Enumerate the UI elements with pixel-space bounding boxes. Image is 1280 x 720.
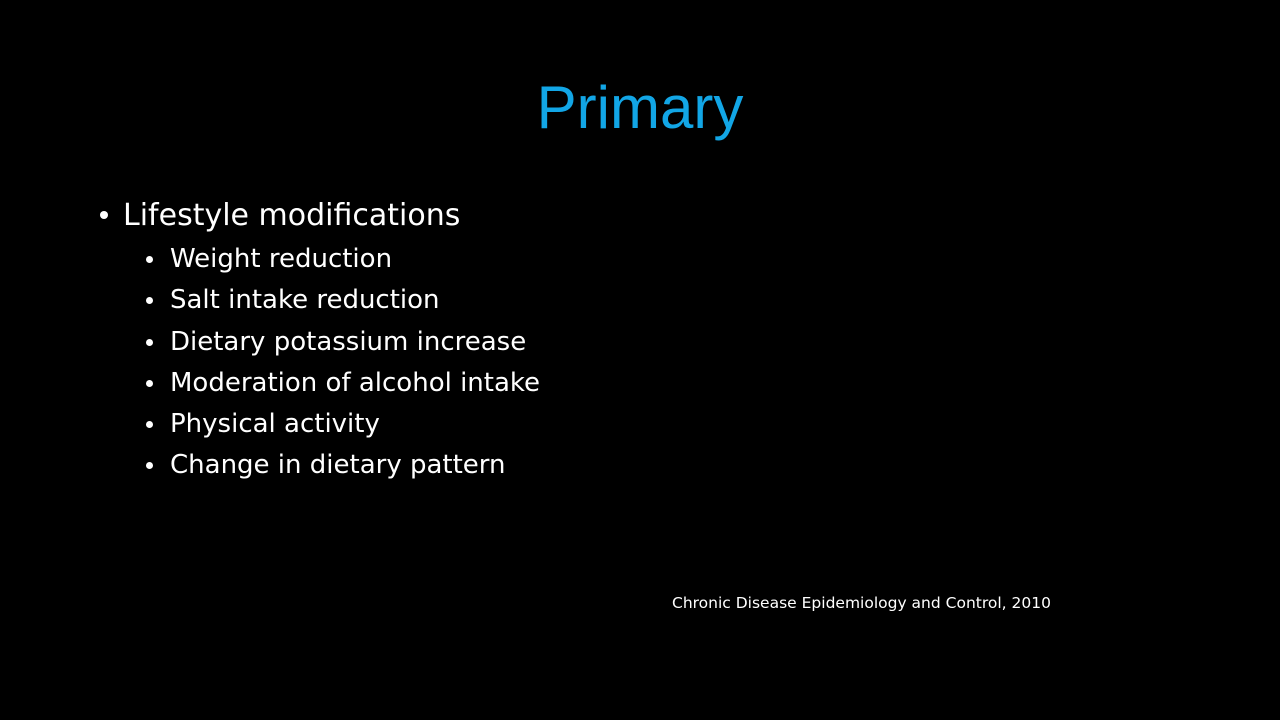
bullet-dot-icon: [146, 297, 153, 304]
bullet-text: Lifestyle modifications: [123, 197, 461, 233]
sub-bullet-weight-reduction: [146, 242, 392, 276]
bullet-lifestyle-modifications: [100, 196, 460, 234]
sub-bullet-physical-activity: [146, 407, 380, 441]
sub-bullet-text: Physical activity: [170, 409, 380, 439]
sub-bullet-text: Salt intake reduction: [170, 285, 440, 315]
sub-bullet-text: Moderation of alcohol intake: [170, 368, 541, 398]
citation: Chronic Disease Epidemiology and Control, 2010: [672, 594, 1051, 612]
sub-bullet-text: Change in dietary pattern: [170, 450, 506, 480]
bullet-dot-icon: [146, 421, 153, 428]
bullet-dot-icon: [146, 256, 153, 263]
bullet-dot-icon: [100, 211, 108, 219]
sub-bullet-text: Weight reduction: [170, 244, 393, 274]
bullet-dot-icon: [146, 380, 153, 387]
bullet-dot-icon: [146, 339, 153, 346]
sub-bullet-text: Dietary potassium increase: [170, 327, 527, 357]
bullet-dot-icon: [146, 462, 153, 469]
sub-bullet-dietary-potassium-increase: [146, 325, 526, 359]
sub-bullet-moderation-of-alcohol-intake: [146, 366, 540, 400]
sub-bullet-change-in-dietary-pattern: [146, 448, 506, 482]
sub-bullet-salt-intake-reduction: [146, 283, 440, 317]
slide-title: Primary: [536, 74, 744, 141]
